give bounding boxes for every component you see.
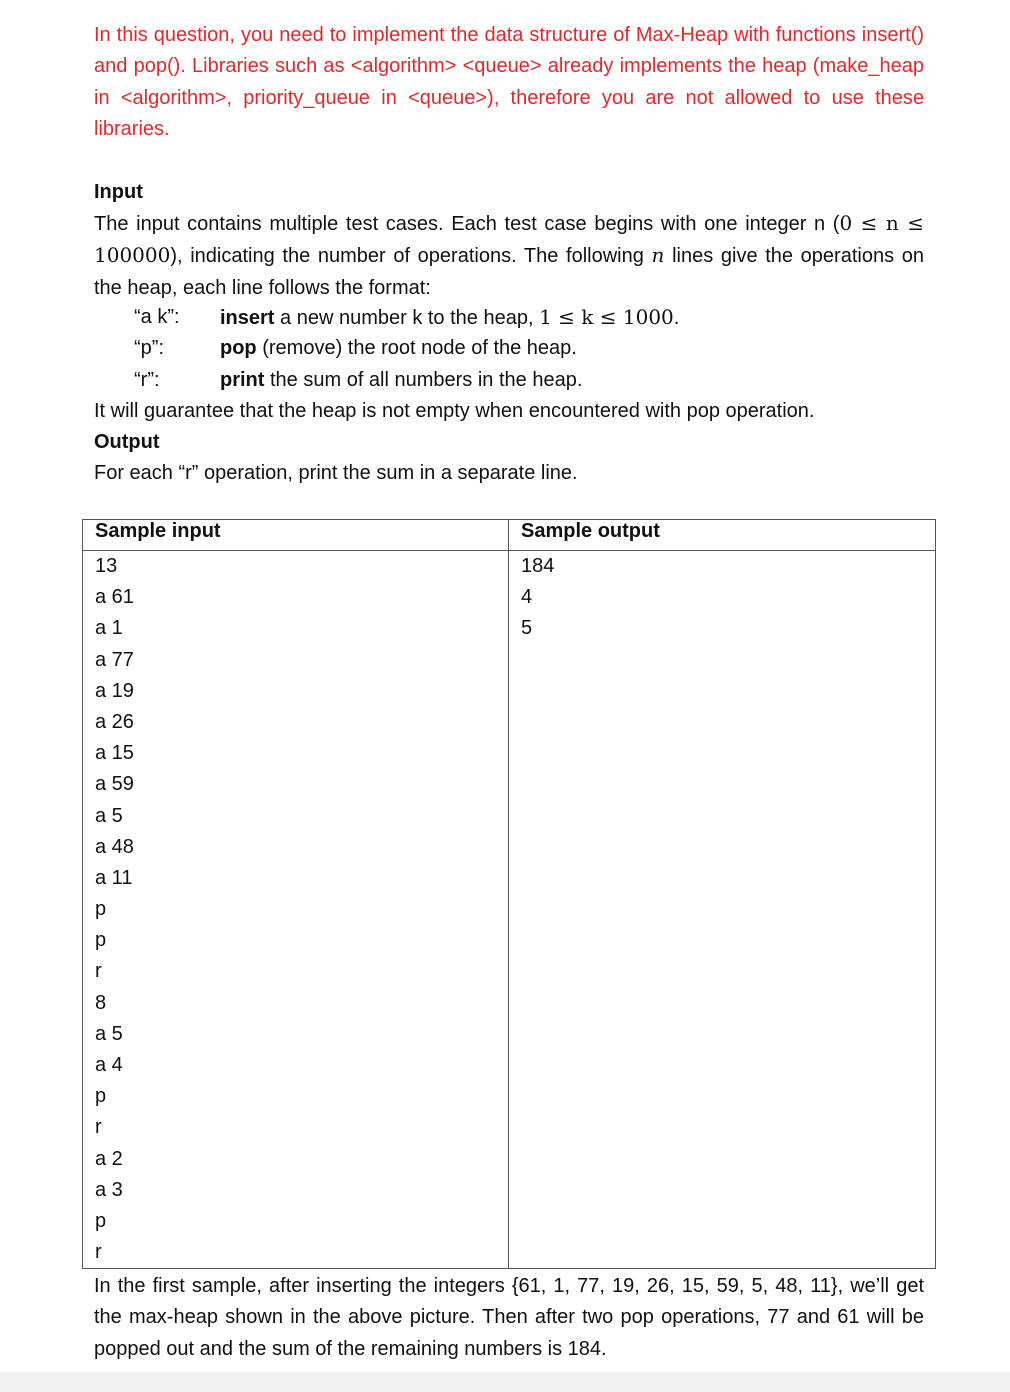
sample-input-line: 8 [95,991,107,1014]
sample-output-line: 5 [521,617,533,640]
sample-input-line: p [95,898,107,921]
sample-input-line: a 11 [95,866,133,889]
sample-input-line: a 1 [95,617,123,640]
sample-input-line: a 15 [95,742,134,765]
sample-table [82,519,936,1269]
sample-output-cell [509,551,936,1269]
op-rest: (remove) the root node of the heap. [256,337,577,360]
input-heading: Input [94,181,143,203]
operation-pop [94,333,924,364]
op-description [220,333,577,364]
sample-input-line: a 5 [95,1022,123,1045]
explanation-text: In the first sample, after inserting the integers {61, 1, 77, 19, 26, 15, 59, 5, 48, 11}, we’ll get the max-heap shown in the above picture. Then after two pop operations, 77 and 61 will be popped out and the sum of the remaining numbers is 184. [94,1275,924,1360]
op-tail: . [673,307,680,329]
sample-input-line: p [95,929,107,952]
sample-input-line: r [95,1241,102,1264]
sample-input-header: Sample input [83,520,509,551]
k-constraint: 1 ≤ k ≤ 1000 [539,305,674,329]
output-heading: Output [94,431,160,453]
sample-input-line: a 48 [95,835,134,858]
operations-list [94,302,924,396]
sample-output-line: 184 [521,555,555,577]
op-code: “a k”: [134,306,180,328]
operation-insert [94,302,924,333]
sample-input-line: p [95,1209,107,1232]
op-keyword: print [220,368,265,391]
op-code: “r”: [134,368,160,391]
op-keyword: insert [220,307,275,329]
sample-output-header: Sample output [509,520,936,551]
sample-input-line: a 2 [95,1147,123,1170]
sample-input-line: r [95,1116,102,1139]
op-keyword: pop [220,337,257,360]
operation-print [94,365,924,396]
sample-input-line: a 19 [95,679,134,702]
op-description [220,365,582,396]
sample-input-line: a 77 [95,648,134,671]
op-rest: the sum of all numbers in the heap. [264,368,583,391]
sample-output-line: 4 [521,586,533,609]
input-desc-part3: lines give the operations on the heap, each line follows the format: [94,245,924,299]
op-rest: a new number k to the heap, [274,307,540,329]
n-variable: n [651,243,665,268]
sample-input-line: 13 [95,555,118,577]
page-bottom-strip [0,1372,1010,1392]
sample-input-line: r [95,960,102,983]
output-description: For each “r” operation, print the sum in a separate line. [94,462,578,484]
sample-input-line: a 3 [95,1178,123,1201]
sample-input-line: a 4 [95,1054,123,1076]
n-constraint: 0 ≤ n ≤ 100000 [94,211,924,268]
input-description [94,208,924,304]
sample-input-line: a 5 [95,804,123,827]
library-restriction-note: In this question, you need to implement the data structure of Max-Heap with functions insert() and pop(). Libraries such as <algorithm> <queue> already implements the heap (make_heap in <algorithm>, priority_queue in <queue>), therefore you are not allowed to use these libraries. [94,24,924,140]
input-desc-part2: ), indicating the number of operations. The following [170,245,652,268]
sample-input-line: a 26 [95,710,134,733]
input-desc-part1: The input contains multiple test cases. Each test case begins with one integer n ( [94,213,840,235]
sample-input-cell [83,551,509,1269]
guarantee-text: It will guarantee that the heap is not empty when encountered with pop operation. [94,400,815,422]
sample-input-line: p [95,1085,107,1108]
sample-input-line: a 59 [95,773,134,796]
sample-input-line: a 61 [95,586,134,609]
op-description [220,302,679,334]
op-code: “p”: [134,337,164,360]
